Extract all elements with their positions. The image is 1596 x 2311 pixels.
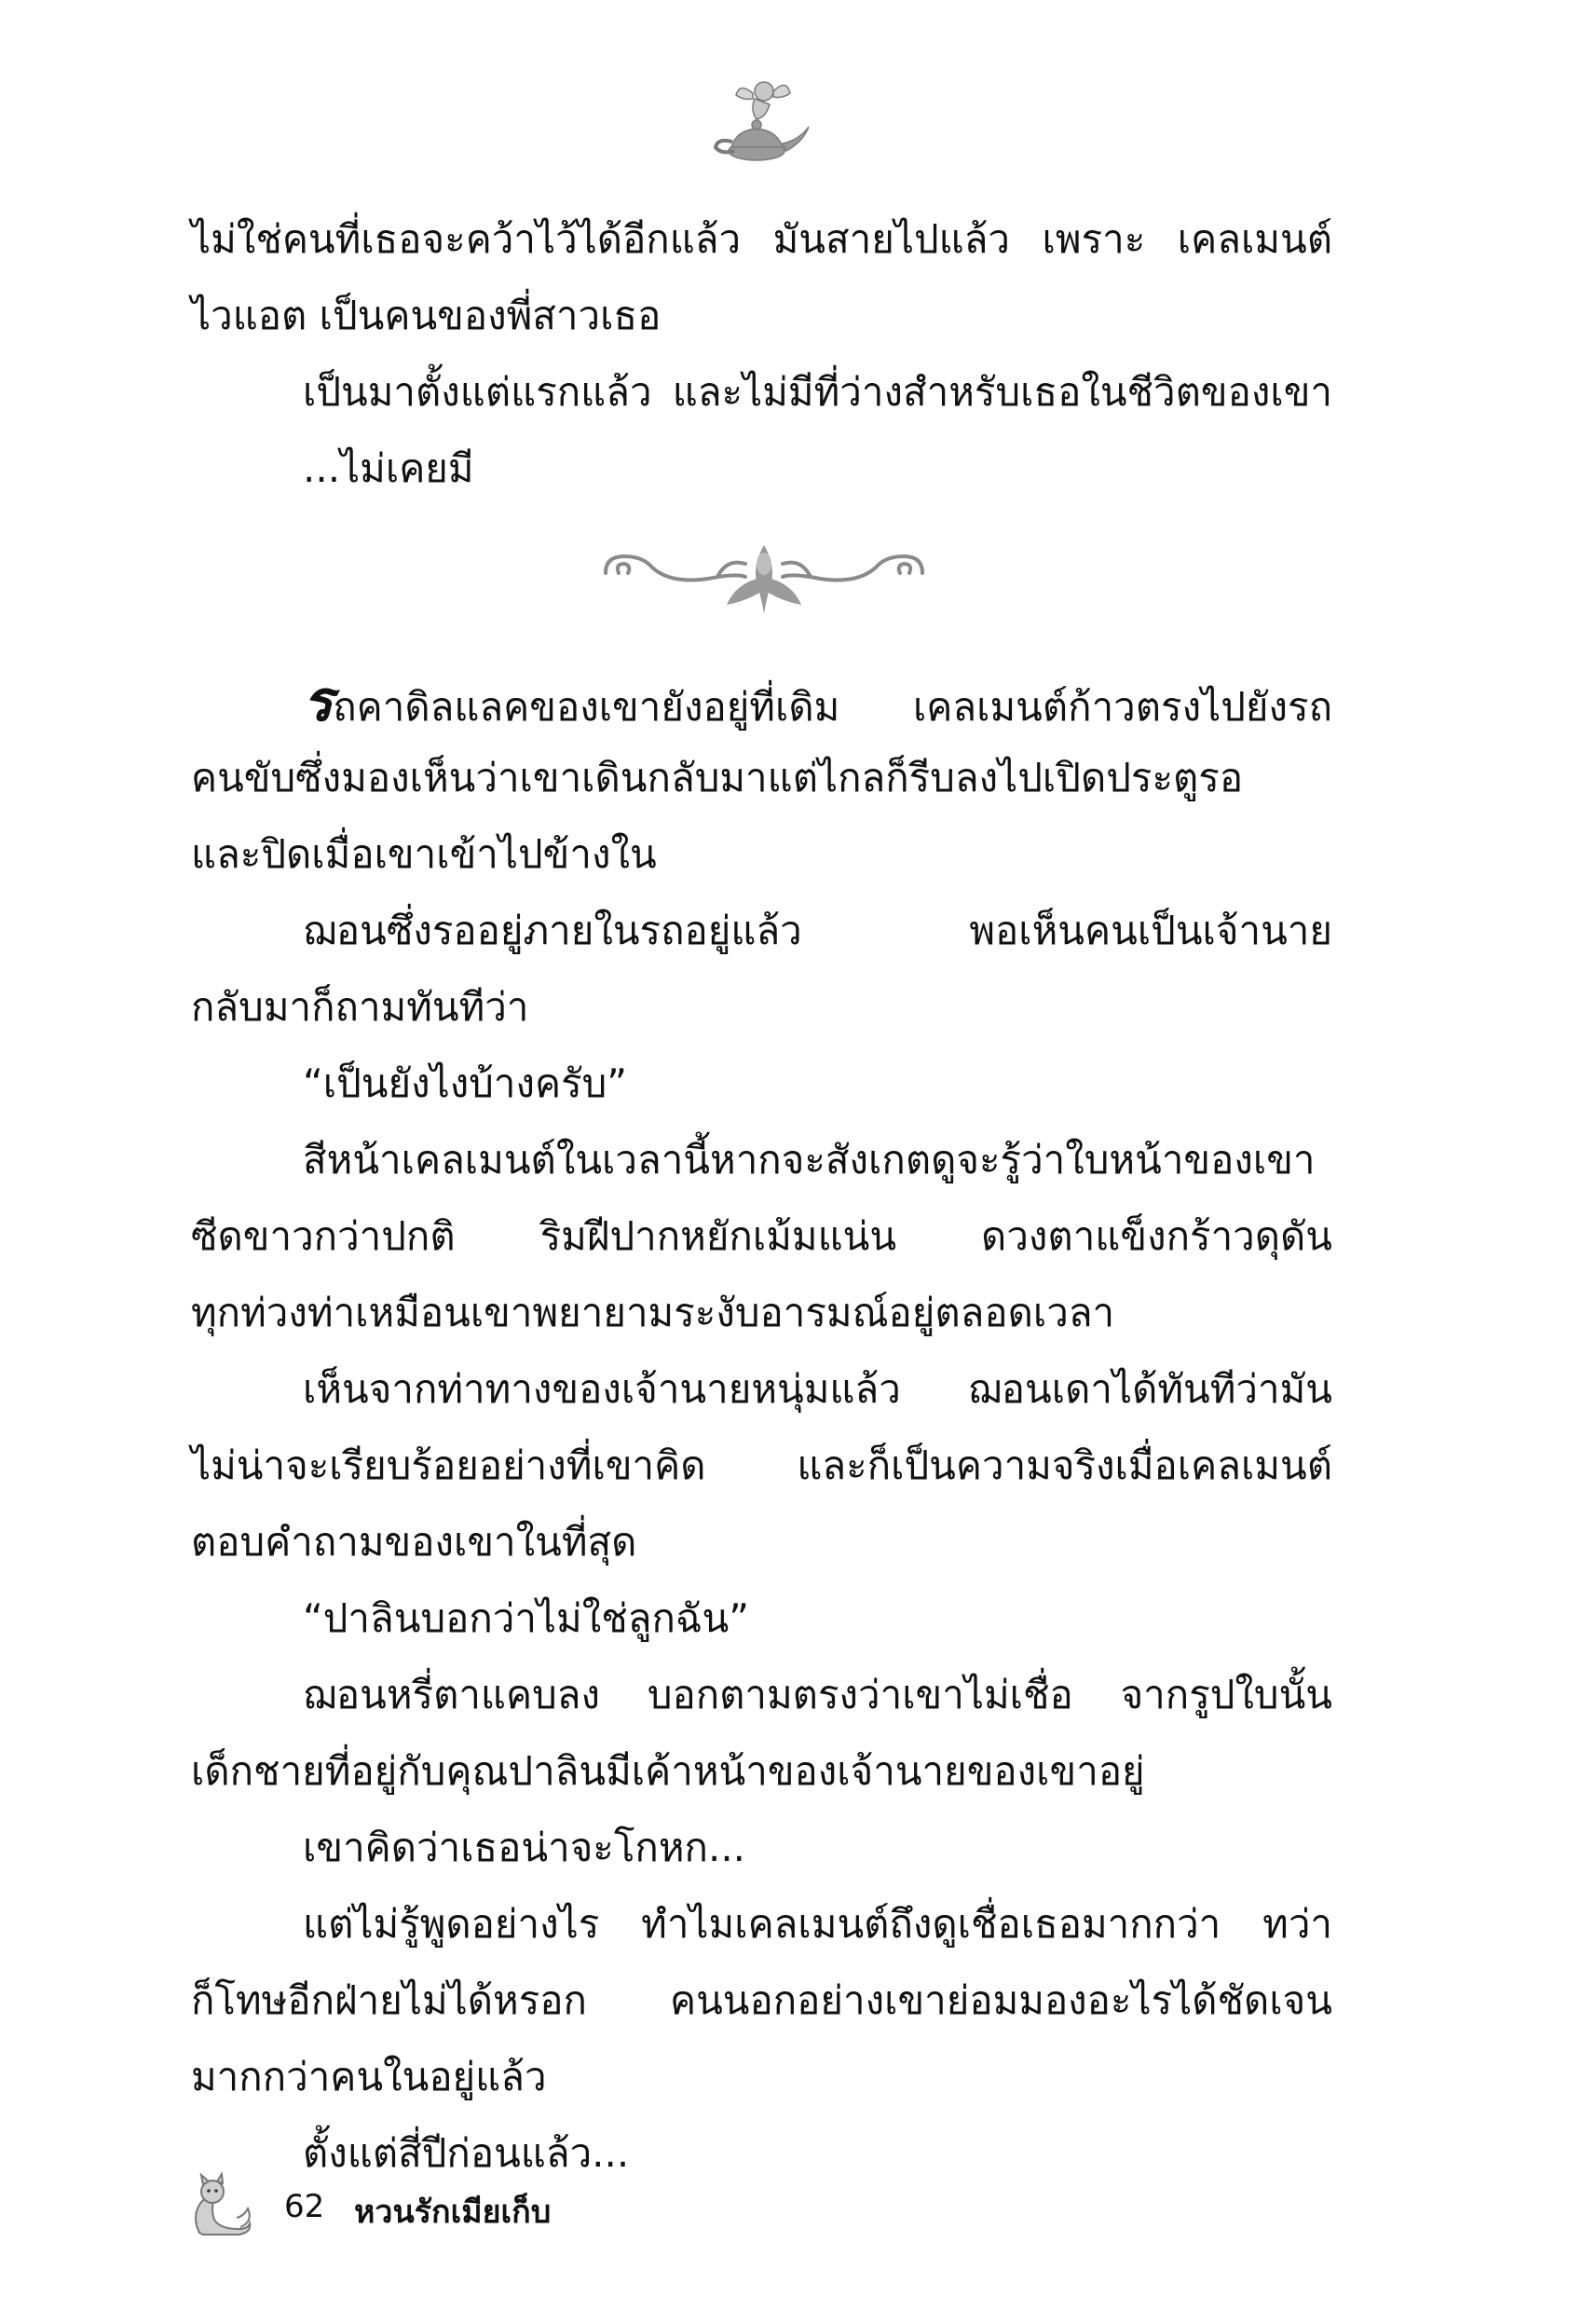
- page-footer: [186, 2171, 839, 2236]
- text-line: เป็นมาตั้งแต่แรกแล้ว และไม่มีที่ว่างสำหรับเธอในชีวิตของเขา: [303, 369, 1332, 415]
- page-number: 62: [284, 2188, 325, 2225]
- text-line: “ปาลินบอกว่าไม่ใช่ลูกฉัน”: [303, 1595, 750, 1641]
- text-line: “เป็นยังไงบ้างครับ”: [303, 1060, 628, 1106]
- text-line: เขาคิดว่าเธอน่าจะโกหก...: [303, 1825, 746, 1870]
- text-line: ซีดขาวกว่าปกติ ริมฝีปากหยักเม้มแน่น ดวงตาแข็งกร้าวดุดัน: [191, 1213, 1332, 1259]
- paragraph-block-2: [191, 663, 1332, 2192]
- text-line: แต่ไม่รู้พูดอย่างไร ทำไมเคลเมนต์ถึงดูเชื่อเธอมากกว่า ทว่า: [303, 1901, 1332, 1947]
- first-line-text: ถคาดิลแลคของเขายังอยู่ที่เดิม เคลเมนต์ก้าวตรงไปยังรถ: [333, 684, 1332, 730]
- text-line: เห็นจากท่าทางของเจ้านายหนุ่มแล้ว ฌอนเดาได้ทันทีว่ามัน: [303, 1366, 1332, 1412]
- text-line: กลับมาก็ถามทันทีว่า: [191, 984, 529, 1030]
- text-line: ไม่ใช่คนที่เธอจะคว้าไว้ได้อีกแล้ว มันสายไปแล้ว เพราะ เคลเมนต์: [191, 216, 1332, 262]
- text-line: คนขับซึ่งมองเห็นว่าเขาเดินกลับมาแต่ไกลก็รีบลงไปเปิดประตูรอ: [191, 755, 1244, 800]
- teapot-cherub-icon: [699, 65, 820, 177]
- text-line: สีหน้าเคลเมนต์ในเวลานี้หากจะสังเกตดูจะรู้ว่าใบหน้าของเขา: [303, 1137, 1316, 1183]
- text-line: ฌอนหรี่ตาแคบลง บอกตามตรงว่าเขาไม่เชื่อ จากรูปใบนั้น: [303, 1672, 1332, 1717]
- text-line: ก็โทษอีกฝ่ายไม่ได้หรอก คนนอกอย่างเขาย่อมมองอะไรได้ชัดเจน: [191, 1977, 1332, 2023]
- text-line: และปิดเมื่อเขาเข้าไปข้างใน: [191, 831, 657, 877]
- text-line-first: [191, 663, 1332, 740]
- text-line: ตั้งแต่สี่ปีก่อนแล้ว...: [303, 2130, 630, 2176]
- text-line: ...ไม่เคยมี: [303, 445, 474, 491]
- book-title: หวนรักเมียเก็บ: [354, 2194, 552, 2231]
- cat-icon: [186, 2171, 256, 2236]
- text-line: มากกว่าคนในอยู่แล้ว: [191, 2054, 547, 2099]
- scroll-flourish-icon: [596, 536, 932, 620]
- paragraph-block-1: [191, 201, 1332, 507]
- text-line: ไม่น่าจะเรียบร้อยอย่างที่เขาคิด และก็เป็นความจริงเมื่อเคลเมนต์: [191, 1443, 1332, 1488]
- text-line: ฌอนซึ่งรออยู่ภายในรถอยู่แล้ว พอเห็นคนเป็นเจ้านาย: [303, 908, 1332, 953]
- text-line: ตอบคำถามของเขาในที่สุด: [191, 1519, 637, 1565]
- drop-cap: ร: [303, 669, 334, 734]
- text-line: ไวแอต เป็นคนของพี่สาวเธอ: [191, 293, 662, 338]
- text-line: ทุกท่วงท่าเหมือนเขาพยายามระงับอารมณ์อยู่ตลอดเวลา: [191, 1290, 1115, 1335]
- text-line: เด็กชายที่อยู่กับคุณปาลินมีเค้าหน้าของเจ้านายของเขาอยู่: [191, 1748, 1145, 1794]
